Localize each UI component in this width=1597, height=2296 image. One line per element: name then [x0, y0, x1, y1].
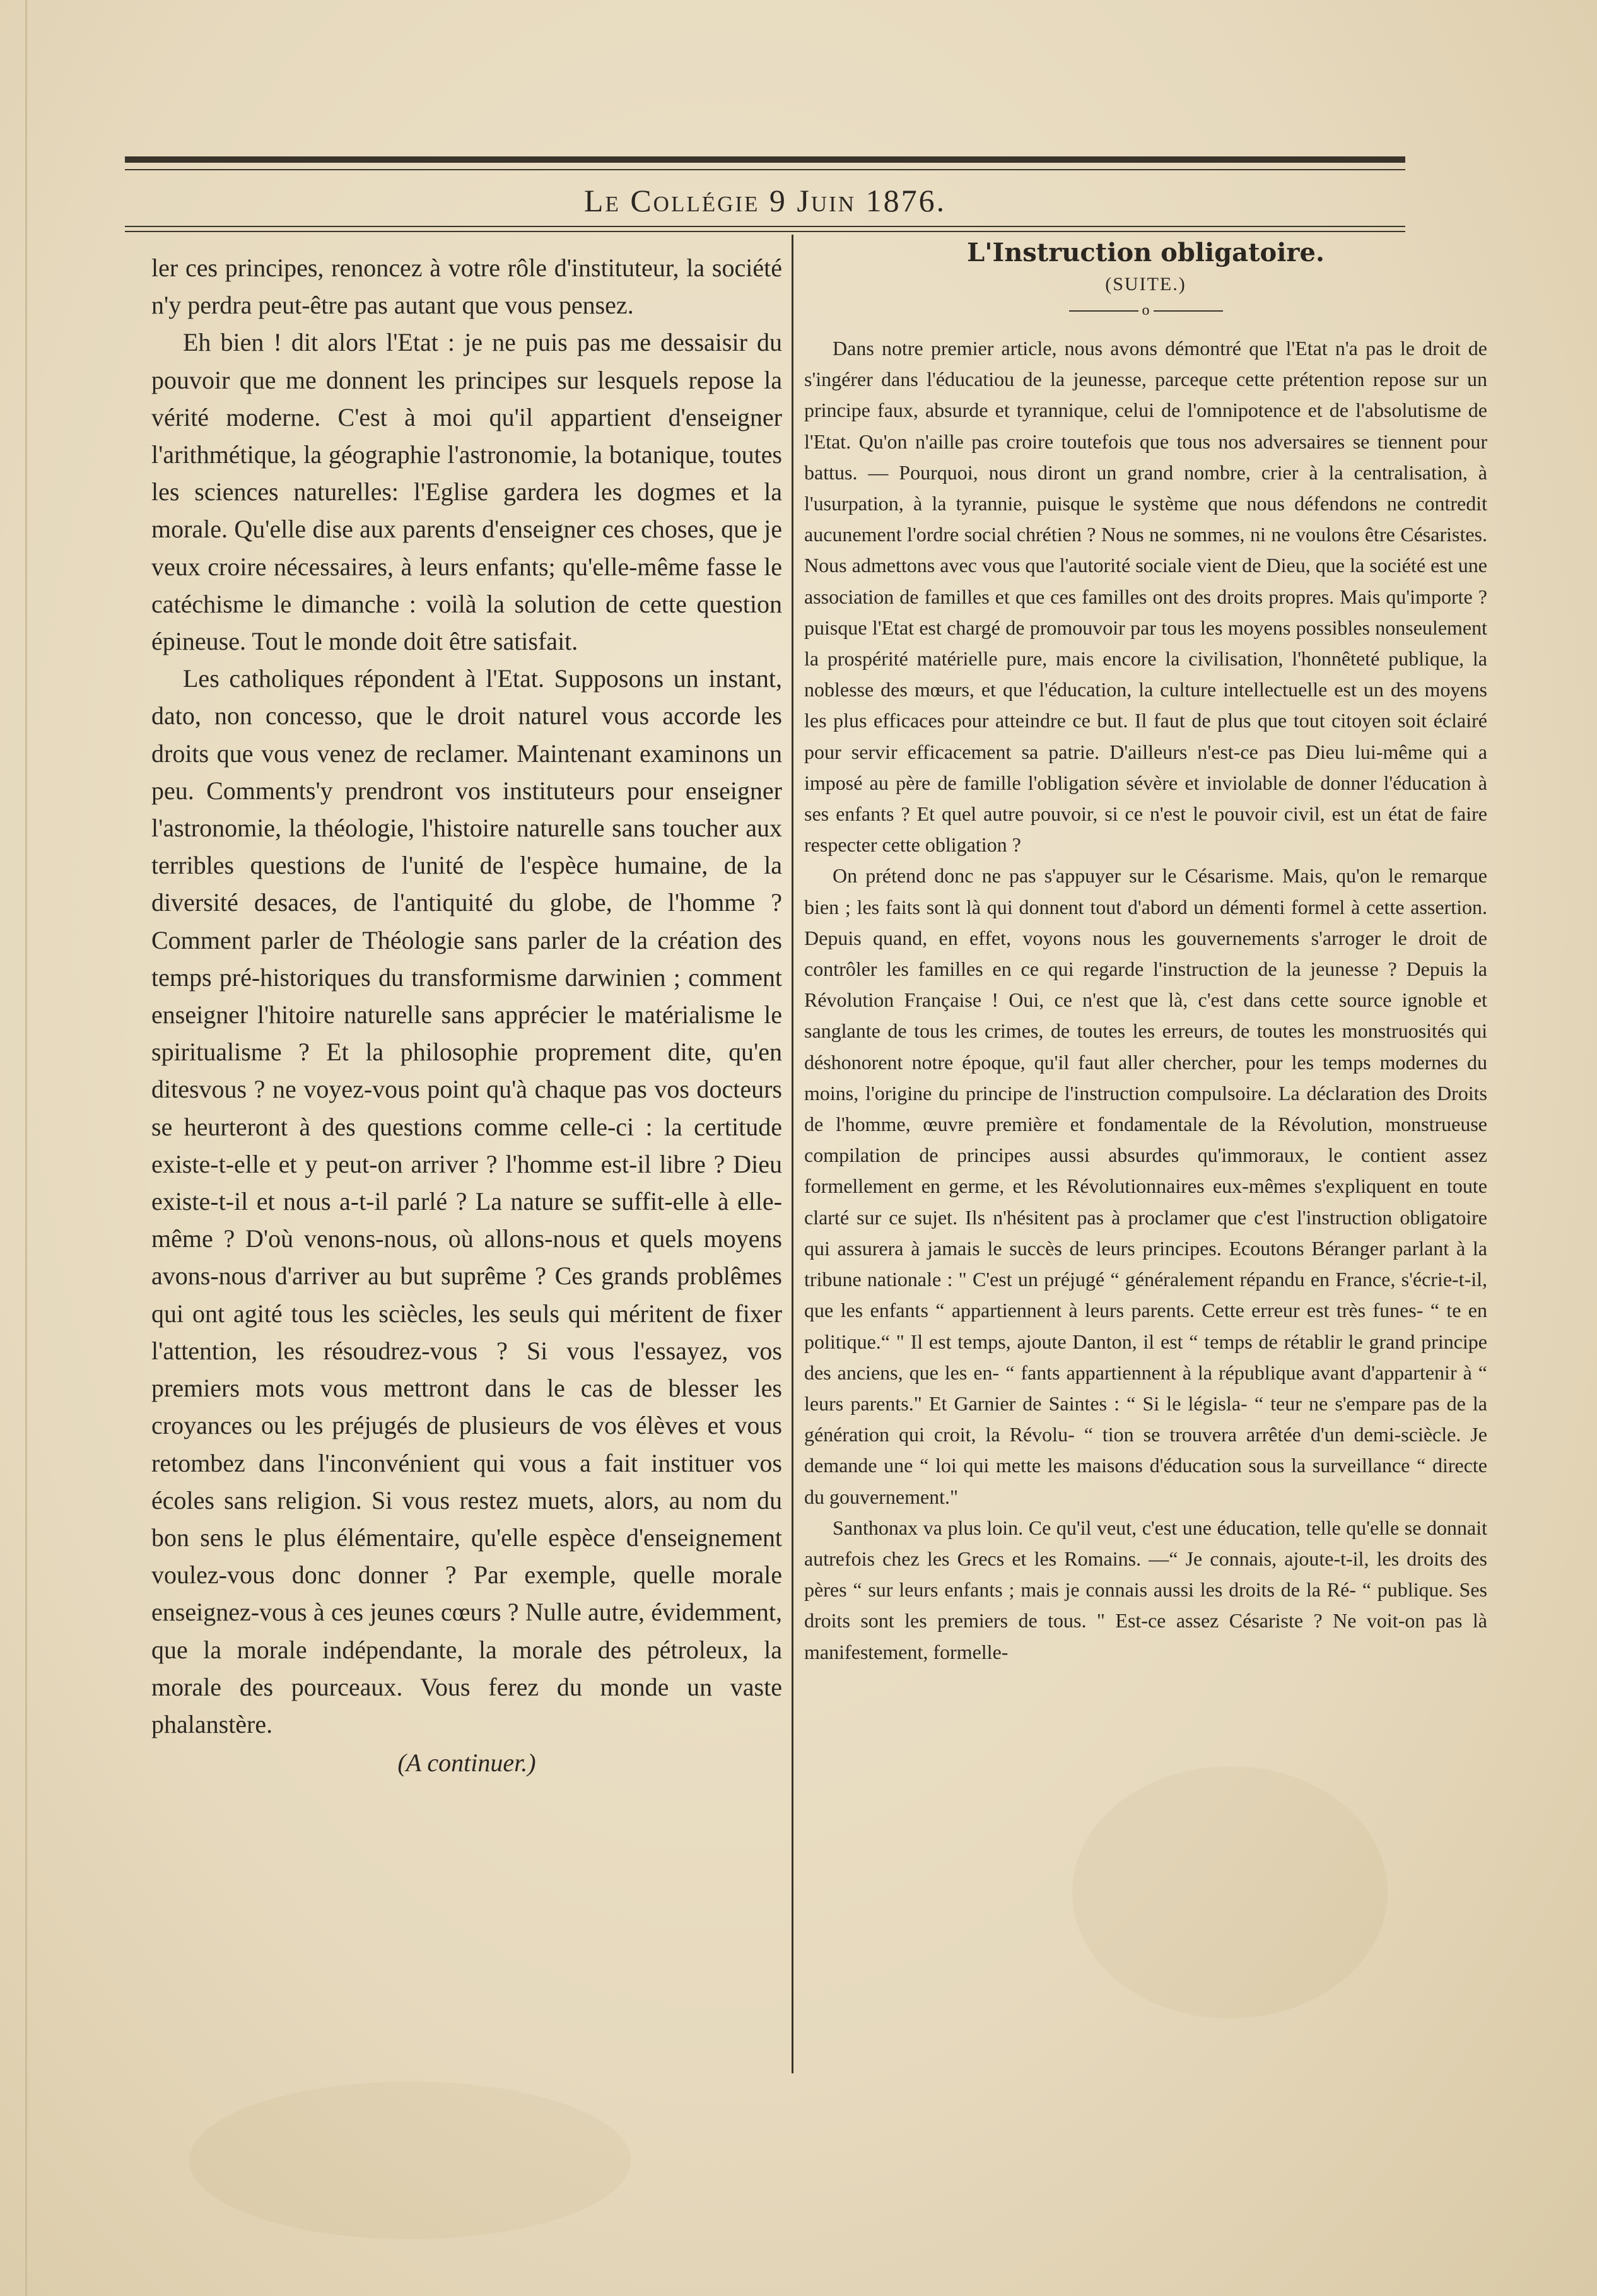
article-title: L'Instruction obligatoire.	[967, 238, 1325, 267]
continuation-note: (A continuer.)	[397, 1748, 536, 1778]
article-paragraph: Eh bien ! dit alors l'Etat : je ne puis pas me dessaisir du pouvoir que me donnent les principes sur lesquels repose la vérité moderne. C'est à moi qu'il appartient d'enseigner l'arithmétique, la géographie l'astronomie, la botanique, toutes les sciences naturelles: l'Eglise gardera les dogmes et la morale. Qu'elle dise aux parents d'enseigner ces choses, que je veux croire nécessaires, à leurs enfants; qu'elle-même fasse le catéchisme le dimanche : voilà la solution de cette question épineuse. Tout le monde doit être satisfait.	[151, 328, 782, 656]
article-paragraph: ler ces principes, renoncez à votre rôle d'instituteur, la société n'y perdra peut-être pas autant que vous pensez.	[151, 254, 782, 320]
article-body	[804, 333, 1487, 1668]
article-paragraph: Dans notre premier article, nous avons démontré que l'Etat n'a pas le droit de s'ingérer dans l'éducatiou de la jeunesse, parceque cette prétention repose sur un principe faux, absurde et tyrannique, celui de l'omnipotence et de l'absolutisme de l'Etat. Qu'on n'aille pas croire toutefois que tous nos adversaires se tiennent pour battus. — Pourquoi, nous diront un grand nombre, crier à la centralisation, à l'usurpation, à la tyrannie, puisque le système que nous défendons ne contredit aucunement l'ordre social chrétien ? Nous ne sommes, ni ne voulons être Césaristes. Nous admettons avec vous que l'autorité sociale vient de Dieu, que la société est une association de familles et que ces familles ont des droits propres. Mais qu'importe ? puisque l'Etat est chargé de promouvoir par tous les moyens possibles nonseulement la prospérité matérielle pure, mais encore la civilisation, l'honnêteté publique, la noblesse des mœurs, et que l'éducation, la culture intellectuelle est un des moyens les plus efficaces pour atteindre ce but. Il faut de plus que tout citoyen soit éclairé pour servir efficacement sa patrie. D'ailleurs n'est-ce pas Dieu lui-même qui a imposé au père de famille l'obligation sévère et inviolable de donner l'éducation à ses enfants ? Et quel autre pouvoir, si ce n'est le pouvoir civil, est un état de faire respecter cette obligation ?	[804, 337, 1487, 857]
column-divider	[792, 235, 793, 2073]
article-paragraph: Santhonax va plus loin. Ce qu'il veut, c'est une éducation, telle qu'elle se donnait autrefois chez les Grecs et les Romains. —“ Je connais, ajoute-t-il, les droits des pères “ sur leurs enfants ; mais je connais aussi les droits de la Ré- “ publique. Ses droits sont les premiers de tous. " Est-ce assez Césariste ? Ne voit-on pas là manifestement, formelle-	[804, 1516, 1487, 1663]
header-rule-bottom	[125, 226, 1405, 227]
ornament-divider	[804, 298, 1487, 323]
article-paragraph: Les catholiques répondent à l'Etat. Supposons un instant, dato, non concesso, que le droit naturel vous accorde les droits que vous venez de reclamer. Maintenant examinons un peu. Comments'y prendront vos instituteurs pour enseigner l'astronomie, la théologie, l'histoire naturelle sans toucher aux terribles questions de l'unité de l'espèce humaine, de la diversité desaces, de l'antiquité du globe, de l'homme ? Comment parler de Théologie sans parler de la création des temps pré-historiques du transformisme darwinien ; comment enseigner l'hitoire naturelle sans apprécier le matérialisme le spiritualisme ? Et la philosophie proprement dite, qu'en ditesvous ? ne voyez-vous point qu'à chaque pas vos docteurs se heurteront à des questions comme celle-ci : la certitude existe-t-elle et y peut-on arriver ? l'homme est-il libre ? Dieu existe-t-il et nous a-t-il parlé ? La nature se suffit-elle à elle-même ? D'où venons-nous, où allons-nous et quels moyens avons-nous d'arriver au but suprême ? Ces grands problêmes qui ont agité tous les sciècles, les seuls qui méritent de fixer l'attention, les résoudrez-vous ? Si vous l'essayez, vos premiers mots vous mettront dans le cas de blesser les croyances ou les préjugés de plusieurs de vos élèves et vous retombez dans l'inconvénient qui vous a fait instituer vos écoles sans religion. Si vous restez muets, alors, au nom du bon sens le plus élémentaire, qu'elle espèce d'enseignement voulez-vous donc donner ? Par exemple, quelle morale enseignez-vous à ces jeunes cœurs ? Nulle autre, évidemment, que la morale indépendante, la morale des pétroleux, la morale des pourceaux. Vous ferez du monde un vaste phalanstère.	[151, 664, 782, 1738]
left-column	[151, 249, 782, 2094]
right-column	[804, 235, 1487, 2102]
ornament-glyph: o	[1142, 302, 1150, 319]
masthead-title: Le Collégie 9 Juin 1876.	[583, 183, 947, 218]
header-rule-top-thin	[125, 169, 1405, 170]
article-subtitle: (SUITE.)	[1105, 274, 1186, 295]
page-fold	[25, 0, 27, 2296]
header-rule-top	[125, 156, 1405, 163]
paper-stain	[189, 2082, 631, 2239]
header-rule-bottom-2	[125, 231, 1405, 232]
article-paragraph: On prétend donc ne pas s'appuyer sur le Césarisme. Mais, qu'on le remarque bien ; les faits sont là qui donnent tout d'abord un démenti formel à cette assertion. Depuis quand, en effet, voyons nous les gouvernements s'arroger le droit de contrôler les familles en ce qui regarde l'instruction de la jeunesse ? Depuis la Révolution Française ! Oui, ce n'est que là, c'est dans cette source ignoble et sanglante de tous les crimes, de toutes les erreurs, de toutes les monstruosités qui déshonorent notre époque, qu'il faut aller chercher, pour les temps modernes du moins, l'origine du principe de l'instruction compulsoire. La déclaration des Droits de l'homme, œuvre première et fondamentale de la Révolution, monstrueuse compilation de principes aussi absurdes qu'immoraux, le contient assez formellement en germe, et les Révolutionnaires eux-mêmes s'expliquent en toute clarté sur ce sujet. Ils n'hésitent pas à proclamer que c'est l'instruction obligatoire qui assurera à jamais le succès de leurs principes. Ecoutons Béranger parlant à la tribune nationale : " C'est un préjugé “ généralement répandu en France, s'écrie-t-il, que les enfants “ appartiennent à leurs parents. Cette erreur est très funes- “ te en politique.“ " Il est temps, ajoute Danton, il est “ temps de rétablir le grand principe des anciens, que les en- “ fants appartiennent à la république avant d'appartenir à “ leurs parents." Et Garnier de Saintes : “ Si le législa- “ teur ne s'empare pas de la génération qui croit, la Révolu- “ tion se trouvera arrêtée d'un demi-sciècle. Je demande une “ loi qui mette les maisons d'éducation sous la surveillance “ directe du gouvernement."	[804, 864, 1487, 1508]
